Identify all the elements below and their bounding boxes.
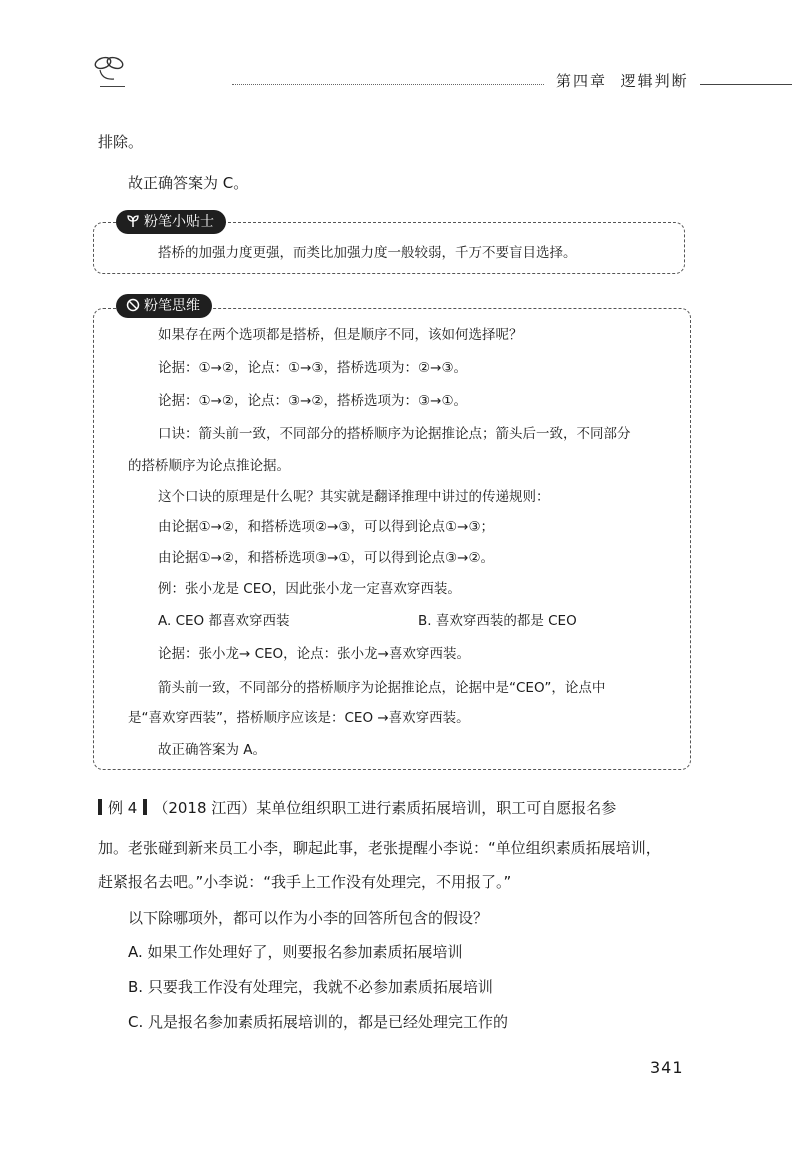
thinking-line: 箭头前一致，不同部分的搭桥顺序为论据推论点，论据中是“CEO”，论点中: [158, 680, 606, 696]
thinking-line: 是“喜欢穿西装”，搭桥顺序应该是：CEO →喜欢穿西装。: [128, 710, 470, 726]
intro-line-2: 故正确答案为 C。: [128, 174, 249, 192]
example-line-2: 加。老张碰到新来员工小李，聊起此事，老张提醒小李说：“单位组织素质拓展培训，: [98, 839, 661, 857]
sprout-icon: [126, 214, 140, 228]
example-marker-left: [98, 799, 102, 815]
no-symbol-icon: [126, 298, 140, 312]
example-question: 以下除哪项外，都可以作为小李的回答所包含的假设？: [128, 909, 489, 927]
intro-line-1: 排除。: [98, 133, 144, 151]
thinking-line: 由论据①→②，和搭桥选项②→③，可以得到论点①→③；: [158, 519, 495, 535]
chapter-label: 第四章: [556, 72, 608, 90]
example-source: （2018 江西）某单位组织职工进行素质拓展培训，职工可自愿报名参: [153, 799, 617, 817]
example-option-c: C. 凡是报名参加素质拓展培训的，都是已经处理完工作的: [128, 1013, 509, 1031]
tips-label: [116, 210, 226, 234]
example-line-3: 赶紧报名去吧。”小李说：“我手上工作没有处理完，不用报了。”: [98, 873, 512, 891]
thinking-line: 如果存在两个选项都是搭桥，但是顺序不同，该如何选择呢？: [158, 327, 523, 343]
section-label: 逻辑判断: [620, 72, 689, 90]
leaf-logo-icon: [92, 52, 126, 80]
example-option-b: B. 只要我工作没有处理完，我就不必参加素质拓展培训: [128, 978, 493, 996]
thinking-line: 论据：张小龙→ CEO，论点：张小龙→喜欢穿西装。: [158, 646, 470, 662]
header-rule-left: [100, 86, 125, 87]
header-dotted-rule: [232, 84, 544, 85]
thinking-line: 论据：①→②，论点：①→③，搭桥选项为：②→③。: [158, 360, 468, 376]
running-header: [556, 70, 689, 91]
example-label: 例 4: [108, 799, 138, 817]
tips-label-text: 粉笔小贴士: [144, 214, 214, 230]
example-marker-right: [143, 799, 147, 815]
thinking-option-b: B. 喜欢穿西装的都是 CEO: [418, 613, 577, 629]
thinking-option-a: A. CEO 都喜欢穿西装: [158, 613, 290, 629]
page-number: 341: [650, 1058, 684, 1077]
thinking-line: 例：张小龙是 CEO，因此张小龙一定喜欢穿西装。: [158, 581, 461, 597]
thinking-label-text: 粉笔思维: [144, 298, 200, 314]
thinking-line: 的搭桥顺序为论点推论据。: [128, 458, 290, 474]
thinking-line: 口诀：箭头前一致，不同部分的搭桥顺序为论据推论点；箭头后一致，不同部分: [158, 426, 631, 442]
example-heading-line: [98, 797, 616, 819]
tips-text: 搭桥的加强力度更强，而类比加强力度一般较弱，千万不要盲目选择。: [158, 245, 577, 261]
header-rule-right: [700, 84, 792, 85]
thinking-label: [116, 294, 212, 318]
thinking-line: 这个口诀的原理是什么呢？其实就是翻译推理中讲过的传递规则：: [158, 489, 550, 505]
thinking-line: 由论据①→②，和搭桥选项③→①，可以得到论点③→②。: [158, 550, 495, 566]
thinking-line: 故正确答案为 A。: [158, 742, 267, 758]
example-option-a: A. 如果工作处理好了，则要报名参加素质拓展培训: [128, 943, 463, 961]
thinking-line: 论据：①→②，论点：③→②，搭桥选项为：③→①。: [158, 393, 468, 409]
